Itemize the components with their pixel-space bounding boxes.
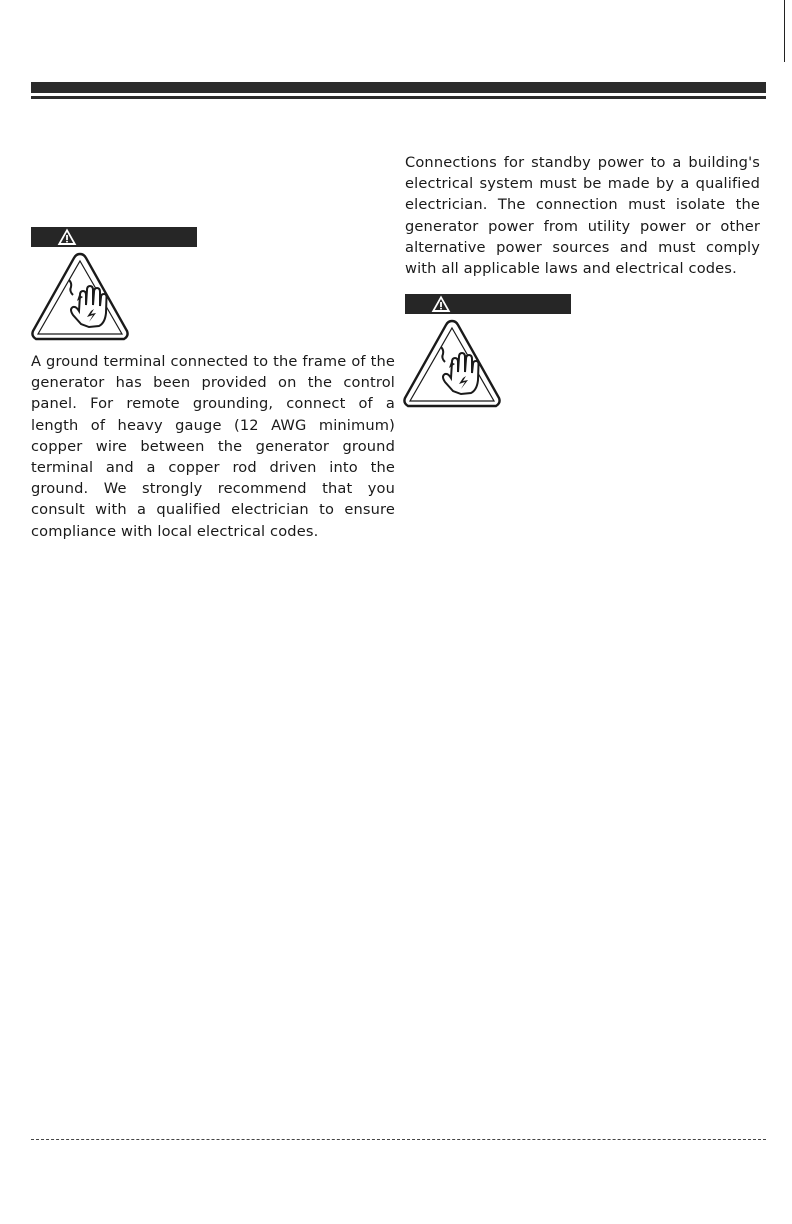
electric-shock-hazard-icon (401, 318, 503, 410)
warning-label-bar (31, 227, 197, 247)
electric-shock-hazard-icon (29, 251, 131, 343)
header-rule-thin (31, 96, 766, 99)
warning-label-bar (405, 294, 571, 314)
footer-dashed-rule (31, 1139, 766, 1140)
grounding-paragraph: A ground terminal connected to the frame of the generator has been provided on the control panel. For remote grounding, connect of a length of heavy gauge (12 AWG minimum) copper wire between the generator ground terminal and a copper rod driven into the ground. We strongly recommend that you consult with a qualified electrician to ensure compliance with local electrical codes. (31, 353, 395, 540)
warning-triangle-icon (57, 228, 77, 246)
warning-triangle-icon (431, 295, 451, 313)
header-rule-thick (31, 82, 766, 93)
standby-connection-paragraph: Connections for standby power to a building's electrical system must be made by a qualified electrician. The connection must isolate the generator power from utility power or other alternative power sources and must comply with all applicable laws and electrical codes. (405, 154, 760, 278)
crop-mark (784, 0, 785, 62)
